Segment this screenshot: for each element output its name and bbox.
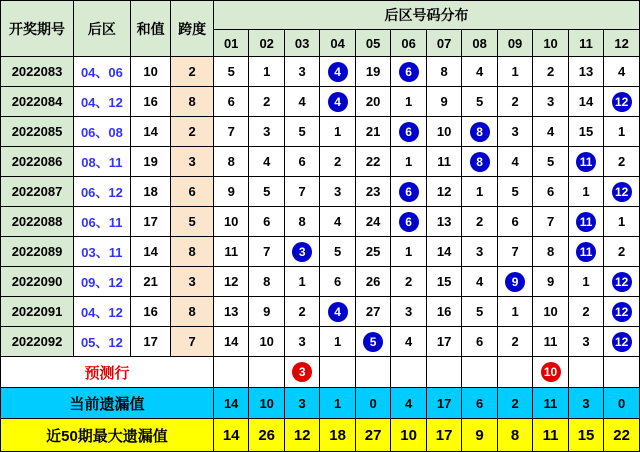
header-distribution: 后区号码分布 [213, 1, 639, 30]
ball-blue: 12 [612, 182, 632, 202]
current-missing-value-4: 1 [320, 388, 355, 419]
cell-num-10: 8 [533, 237, 568, 267]
cell-period: 2022083 [1, 57, 74, 87]
cell-num-12 [604, 327, 640, 357]
cell-num-1: 5 [213, 57, 248, 87]
cell-num-12 [604, 267, 640, 297]
cell-num-8 [462, 147, 497, 177]
cell-num-12 [604, 297, 640, 327]
cell-num-12 [604, 87, 640, 117]
cell-num-1: 7 [213, 117, 248, 147]
cell-num-7: 13 [426, 207, 461, 237]
cell-num-10: 6 [533, 177, 568, 207]
cell-num-5: 20 [355, 87, 390, 117]
cell-num-11: 3 [568, 327, 603, 357]
cell-num-9: 5 [497, 177, 532, 207]
cell-num-9 [497, 267, 532, 297]
cell-num-12 [604, 177, 640, 207]
cell-kua: 5 [171, 207, 214, 237]
header-kua: 跨度 [171, 1, 214, 57]
cell-num-9: 1 [497, 57, 532, 87]
ball-blue: 4 [328, 62, 348, 82]
table-row [1, 87, 640, 117]
table-body [1, 57, 640, 452]
cell-he: 14 [130, 237, 171, 267]
cell-num-3: 1 [284, 267, 319, 297]
cell-forecast-2 [249, 357, 284, 388]
forecast-row [1, 357, 640, 388]
cell-hou: 09、12 [74, 267, 131, 297]
cell-num-12: 1 [604, 207, 640, 237]
cell-num-6 [391, 57, 426, 87]
cell-he: 19 [130, 147, 171, 177]
cell-num-5: 19 [355, 57, 390, 87]
cell-period: 2022088 [1, 207, 74, 237]
cell-he: 17 [130, 327, 171, 357]
cell-num-6 [391, 177, 426, 207]
max-missing-value-8: 9 [462, 419, 497, 452]
cell-num-8: 2 [462, 207, 497, 237]
cell-num-4: 4 [320, 207, 355, 237]
cell-num-4: 1 [320, 327, 355, 357]
cell-num-7: 10 [426, 117, 461, 147]
cell-he: 14 [130, 117, 171, 147]
ball-blue: 11 [576, 242, 596, 262]
table-row [1, 147, 640, 177]
ball-red: 3 [292, 362, 312, 382]
ball-blue: 5 [363, 332, 383, 352]
ball-blue: 12 [612, 332, 632, 352]
cell-period: 2022084 [1, 87, 74, 117]
table-row [1, 327, 640, 357]
current-missing-value-8: 6 [462, 388, 497, 419]
ball-blue: 11 [576, 152, 596, 172]
cell-he: 17 [130, 207, 171, 237]
cell-num-3: 3 [284, 57, 319, 87]
cell-num-9: 3 [497, 117, 532, 147]
ball-blue: 9 [505, 272, 525, 292]
cell-forecast-5 [355, 357, 390, 388]
cell-kua: 2 [171, 117, 214, 147]
cell-num-3: 4 [284, 87, 319, 117]
cell-kua: 8 [171, 87, 214, 117]
cell-num-3: 8 [284, 207, 319, 237]
cell-num-9: 4 [497, 147, 532, 177]
max-missing-value-9: 8 [497, 419, 532, 452]
cell-num-7: 16 [426, 297, 461, 327]
cell-num-4: 1 [320, 117, 355, 147]
cell-hou: 06、12 [74, 177, 131, 207]
cell-hou: 06、11 [74, 207, 131, 237]
current-missing-value-1: 14 [213, 388, 248, 419]
cell-num-5: 26 [355, 267, 390, 297]
cell-num-2: 3 [249, 117, 284, 147]
cell-num-2: 4 [249, 147, 284, 177]
cell-num-10: 3 [533, 87, 568, 117]
cell-num-10: 9 [533, 267, 568, 297]
table-row [1, 177, 640, 207]
max-missing-row [1, 419, 640, 452]
cell-num-1: 6 [213, 87, 248, 117]
table-row [1, 117, 640, 147]
cell-num-1: 11 [213, 237, 248, 267]
cell-period: 2022092 [1, 327, 74, 357]
cell-num-2: 9 [249, 297, 284, 327]
col-header-09: 09 [497, 30, 532, 57]
ball-blue: 8 [470, 152, 490, 172]
cell-num-6: 4 [391, 327, 426, 357]
col-header-10: 10 [533, 30, 568, 57]
cell-num-5: 23 [355, 177, 390, 207]
cell-he: 21 [130, 267, 171, 297]
col-header-12: 12 [604, 30, 640, 57]
cell-num-12: 1 [604, 117, 640, 147]
current-missing-value-7: 17 [426, 388, 461, 419]
cell-num-9: 6 [497, 207, 532, 237]
cell-num-10: 10 [533, 297, 568, 327]
cell-num-4 [320, 297, 355, 327]
ball-blue: 3 [292, 242, 312, 262]
ball-blue: 4 [328, 92, 348, 112]
cell-num-4 [320, 57, 355, 87]
cell-num-3: 7 [284, 177, 319, 207]
table-row [1, 57, 640, 87]
table-row [1, 267, 640, 297]
cell-num-2: 6 [249, 207, 284, 237]
cell-num-2: 5 [249, 177, 284, 207]
ball-blue: 8 [470, 122, 490, 142]
max-missing-value-12: 22 [604, 419, 640, 452]
cell-num-5: 27 [355, 297, 390, 327]
cell-num-8: 3 [462, 237, 497, 267]
table-row [1, 237, 640, 267]
max-missing-value-4: 18 [320, 419, 355, 452]
cell-he: 10 [130, 57, 171, 87]
cell-num-11: 14 [568, 87, 603, 117]
ball-blue: 6 [399, 212, 419, 232]
cell-forecast-7 [426, 357, 461, 388]
cell-num-7: 17 [426, 327, 461, 357]
ball-blue: 6 [399, 122, 419, 142]
table-row [1, 207, 640, 237]
cell-num-10: 11 [533, 327, 568, 357]
cell-period: 2022091 [1, 297, 74, 327]
current-missing-row [1, 388, 640, 419]
cell-he: 16 [130, 297, 171, 327]
cell-kua: 8 [171, 237, 214, 267]
cell-num-6: 2 [391, 267, 426, 297]
cell-num-5: 25 [355, 237, 390, 267]
current-missing-value-10: 11 [533, 388, 568, 419]
cell-num-5: 22 [355, 147, 390, 177]
max-missing-value-2: 26 [249, 419, 284, 452]
cell-num-1: 14 [213, 327, 248, 357]
cell-num-11: 2 [568, 297, 603, 327]
cell-num-11: 1 [568, 177, 603, 207]
max-missing-value-6: 10 [391, 419, 426, 452]
cell-forecast-3 [284, 357, 319, 388]
table-row [1, 297, 640, 327]
cell-forecast-4 [320, 357, 355, 388]
current-missing-value-9: 2 [497, 388, 532, 419]
cell-num-12: 2 [604, 147, 640, 177]
cell-num-3: 2 [284, 297, 319, 327]
cell-num-11: 15 [568, 117, 603, 147]
cell-num-7: 8 [426, 57, 461, 87]
cell-kua: 8 [171, 297, 214, 327]
ball-red: 10 [541, 362, 561, 382]
cell-num-7: 15 [426, 267, 461, 297]
header-period: 开奖期号 [1, 1, 74, 57]
cell-num-4: 3 [320, 177, 355, 207]
cell-period: 2022085 [1, 117, 74, 147]
cell-num-5: 24 [355, 207, 390, 237]
cell-kua: 3 [171, 267, 214, 297]
cell-period: 2022090 [1, 267, 74, 297]
col-header-06: 06 [391, 30, 426, 57]
cell-period: 2022089 [1, 237, 74, 267]
ball-blue: 6 [399, 62, 419, 82]
cell-num-8 [462, 117, 497, 147]
col-header-02: 02 [249, 30, 284, 57]
cell-num-6: 1 [391, 237, 426, 267]
cell-num-8: 4 [462, 267, 497, 297]
max-missing-value-7: 17 [426, 419, 461, 452]
cell-kua: 6 [171, 177, 214, 207]
table-header-row [1, 1, 640, 30]
cell-hou: 04、06 [74, 57, 131, 87]
cell-num-7: 9 [426, 87, 461, 117]
cell-he: 16 [130, 87, 171, 117]
current-missing-value-5: 0 [355, 388, 390, 419]
col-header-08: 08 [462, 30, 497, 57]
header-hou: 后区 [74, 1, 131, 57]
cell-forecast-10 [533, 357, 568, 388]
cell-num-2: 8 [249, 267, 284, 297]
cell-num-12: 2 [604, 237, 640, 267]
cell-num-3: 6 [284, 147, 319, 177]
cell-num-9: 1 [497, 297, 532, 327]
ball-blue: 6 [399, 182, 419, 202]
max-missing-value-11: 15 [568, 419, 603, 452]
cell-num-1: 13 [213, 297, 248, 327]
ball-blue: 12 [612, 302, 632, 322]
cell-num-6: 3 [391, 297, 426, 327]
cell-num-11: 13 [568, 57, 603, 87]
cell-num-1: 10 [213, 207, 248, 237]
col-header-03: 03 [284, 30, 319, 57]
col-header-05: 05 [355, 30, 390, 57]
col-header-01: 01 [213, 30, 248, 57]
current-missing-label: 当前遗漏值 [1, 388, 214, 419]
cell-period: 2022087 [1, 177, 74, 207]
cell-num-8: 1 [462, 177, 497, 207]
header-he: 和值 [130, 1, 171, 57]
ball-blue: 12 [612, 272, 632, 292]
cell-kua: 7 [171, 327, 214, 357]
max-missing-label: 近50期最大遗漏值 [1, 419, 214, 452]
cell-num-11 [568, 207, 603, 237]
cell-num-11: 1 [568, 267, 603, 297]
current-missing-value-12: 0 [604, 388, 640, 419]
cell-num-4: 6 [320, 267, 355, 297]
cell-hou: 06、08 [74, 117, 131, 147]
cell-forecast-11 [568, 357, 603, 388]
col-header-04: 04 [320, 30, 355, 57]
cell-num-6: 1 [391, 87, 426, 117]
max-missing-value-5: 27 [355, 419, 390, 452]
cell-num-11 [568, 237, 603, 267]
cell-num-2: 7 [249, 237, 284, 267]
cell-num-10: 2 [533, 57, 568, 87]
cell-hou: 05、12 [74, 327, 131, 357]
current-missing-value-11: 3 [568, 388, 603, 419]
col-header-07: 07 [426, 30, 461, 57]
cell-num-6: 1 [391, 147, 426, 177]
cell-num-3 [284, 237, 319, 267]
current-missing-value-6: 4 [391, 388, 426, 419]
cell-num-2: 10 [249, 327, 284, 357]
cell-num-3: 3 [284, 327, 319, 357]
cell-num-2: 1 [249, 57, 284, 87]
cell-num-11 [568, 147, 603, 177]
cell-num-9: 2 [497, 87, 532, 117]
cell-period: 2022086 [1, 147, 74, 177]
cell-num-4: 2 [320, 147, 355, 177]
cell-num-7: 12 [426, 177, 461, 207]
cell-num-8: 5 [462, 87, 497, 117]
cell-num-4 [320, 87, 355, 117]
cell-he: 18 [130, 177, 171, 207]
max-missing-value-3: 12 [284, 419, 319, 452]
forecast-label: 预测行 [1, 357, 214, 388]
cell-num-10: 4 [533, 117, 568, 147]
cell-num-9: 7 [497, 237, 532, 267]
cell-kua: 3 [171, 147, 214, 177]
cell-num-8: 5 [462, 297, 497, 327]
cell-forecast-12 [604, 357, 640, 388]
current-missing-value-3: 3 [284, 388, 319, 419]
cell-forecast-8 [462, 357, 497, 388]
cell-forecast-6 [391, 357, 426, 388]
cell-num-5 [355, 327, 390, 357]
cell-num-12: 4 [604, 57, 640, 87]
cell-num-7: 14 [426, 237, 461, 267]
cell-forecast-9 [497, 357, 532, 388]
cell-num-8: 4 [462, 57, 497, 87]
cell-num-7: 11 [426, 147, 461, 177]
cell-hou: 08、11 [74, 147, 131, 177]
cell-num-10: 7 [533, 207, 568, 237]
cell-hou: 03、11 [74, 237, 131, 267]
cell-num-1: 9 [213, 177, 248, 207]
cell-kua: 2 [171, 57, 214, 87]
cell-num-9: 2 [497, 327, 532, 357]
max-missing-value-1: 14 [213, 419, 248, 452]
ball-blue: 12 [612, 92, 632, 112]
cell-num-8: 6 [462, 327, 497, 357]
cell-num-4: 5 [320, 237, 355, 267]
cell-num-6 [391, 117, 426, 147]
max-missing-value-10: 11 [533, 419, 568, 452]
col-header-11: 11 [568, 30, 603, 57]
cell-num-2: 2 [249, 87, 284, 117]
cell-num-1: 8 [213, 147, 248, 177]
cell-num-3: 5 [284, 117, 319, 147]
current-missing-value-2: 10 [249, 388, 284, 419]
cell-num-10: 5 [533, 147, 568, 177]
cell-num-6 [391, 207, 426, 237]
ball-blue: 11 [576, 212, 596, 232]
ball-blue: 4 [328, 302, 348, 322]
cell-num-5: 21 [355, 117, 390, 147]
cell-hou: 04、12 [74, 87, 131, 117]
cell-hou: 04、12 [74, 297, 131, 327]
cell-num-1: 12 [213, 267, 248, 297]
cell-forecast-1 [213, 357, 248, 388]
